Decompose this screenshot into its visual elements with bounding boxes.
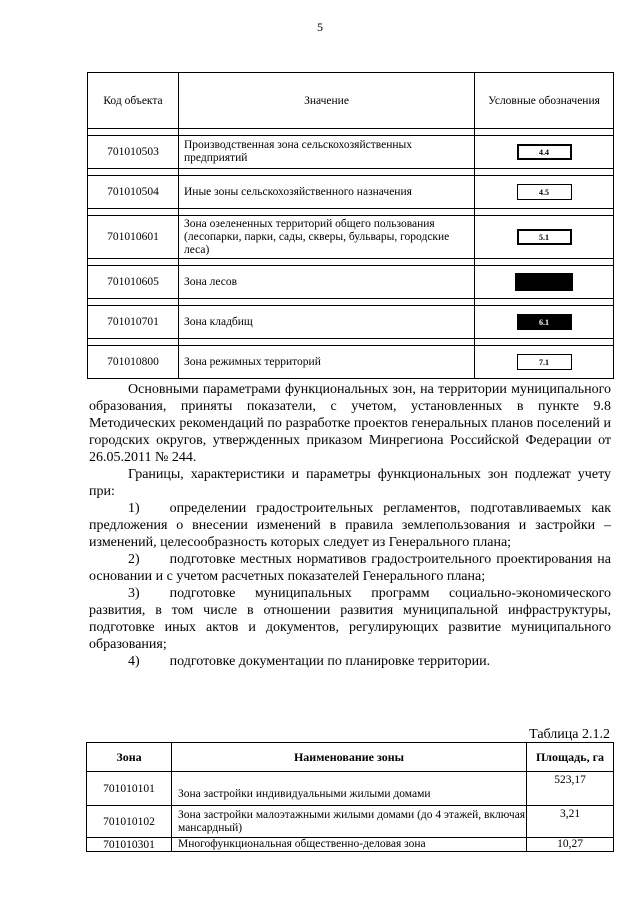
list-number: 4) [128,654,140,669]
table-row [88,306,614,339]
legend-swatch: 4.5 [517,184,572,200]
list-number: 2) [128,552,140,567]
zone-codes-table [87,72,614,379]
paragraph-parameters: Основными параметрами функциональных зон, на территории муниципального образования, приняты показатели, с учетом, установленных в пункте 9.8 Методических рекомендаций по разработке проектов генеральных планов поселений и городских округов, утвержденных приказом Минрегиона Российской Федерации от 26.05.2011 № 244. [89,382,611,465]
zone-area-table [86,742,614,852]
header-area: Площадь, га [527,743,614,772]
table-row [88,346,614,379]
list-item [89,585,611,653]
list-item [89,551,611,585]
legend-swatch: 7.1 [517,354,572,370]
row-code: 701010503 [88,136,179,169]
row-name: Зона застройки индивидуальными жилыми домами [172,772,527,806]
row-value: Иные зоны сельскохозяйственного назначения [179,176,475,209]
row-value: Зона кладбищ [179,306,475,339]
legend-swatch-forest [515,273,573,291]
row-value: Зона озелененных территорий общего пользования (лесопарки, парки, сады, скверы, бульвары, городские леса) [179,216,475,259]
paragraph-boundaries: Границы, характеристики и параметры функциональных зон подлежат учету при: [89,467,611,499]
list-number: 3) [128,586,140,601]
list-number: 1) [128,501,140,516]
list-item [89,653,611,670]
row-code: 701010800 [88,346,179,379]
header-value: Значение [179,73,475,129]
row-value: Производственная зона сельскохозяйственных предприятий [179,136,475,169]
list-item [89,500,611,551]
list-text: подготовке муниципальных программ социально-экономического развития, в том числе в отношении развития муниципальной инфраструктуры, подготовке иных актов и документов, регулирующих развитие муниципального образования; [89,586,611,652]
row-value: Зона режимных территорий [179,346,475,379]
table-row [87,806,614,838]
table-header-row [88,73,614,129]
list-text: подготовке документации по планировке территории. [169,654,491,669]
header-code: Код объекта [88,73,179,129]
table-row [88,176,614,209]
row-code: 701010605 [88,266,179,299]
row-area: 10,27 [527,838,614,852]
table-caption: Таблица 2.1.2 [529,727,610,742]
table-row [87,838,614,852]
legend-swatch: 6.1 [517,314,572,330]
header-legend: Условные обозначения [475,73,614,129]
body-text [89,381,611,670]
row-code: 701010102 [87,806,172,838]
legend-swatch: 5.1 [517,229,572,245]
row-code: 701010504 [88,176,179,209]
row-name: Многофункциональная общественно-деловая зона [172,838,527,852]
row-code: 701010101 [87,772,172,806]
row-area: 3,21 [527,806,614,838]
row-name: Зона застройки малоэтажными жилыми домами (до 4 этажей, включая мансардный) [172,806,527,838]
table-row [88,266,614,299]
list-text: подготовке местных нормативов градостроительного проектирования на основании и с учетом расчетных показателей Генерального плана; [89,552,611,584]
header-name: Наименование зоны [172,743,527,772]
table-row [88,136,614,169]
table-header-row [87,743,614,772]
row-code: 701010301 [87,838,172,852]
list-text: определении градостроительных регламентов, подготавливаемых как предложения о внесении изменений в правила землепользования и застройки – изменений, целесообразность которых следует из Генерального плана; [89,501,611,550]
legend-swatch: 4.4 [517,144,572,160]
row-value: Зона лесов [179,266,475,299]
header-zone: Зона [87,743,172,772]
table-row [87,772,614,806]
row-area: 523,17 [527,772,614,806]
page-number: 5 [317,20,323,34]
row-code: 701010701 [88,306,179,339]
table-row [88,216,614,259]
row-code: 701010601 [88,216,179,259]
